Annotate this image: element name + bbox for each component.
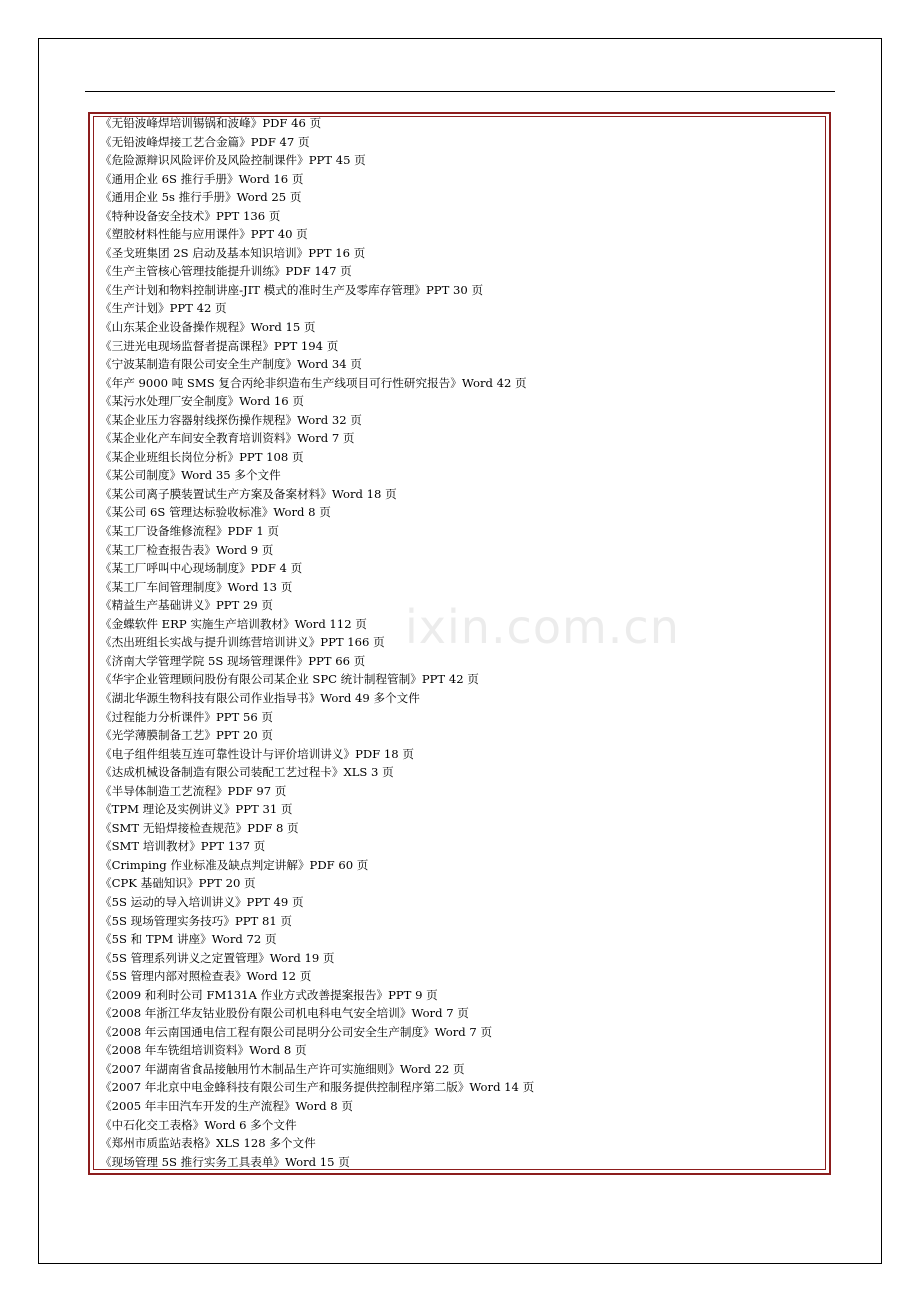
list-item: 《圣戈班集团 2S 启动及基本知识培训》PPT 16 页 [100, 245, 366, 260]
list-item: 《某企业班组长岗位分析》PPT 108 页 [100, 449, 304, 464]
list-item: 《通用企业 5s 推行手册》Word 25 页 [100, 190, 302, 205]
list-item: 《杰出班组长实战与提升训练营培训讲义》PPT 166 页 [100, 635, 385, 650]
list-item: 《通用企业 6S 推行手册》Word 16 页 [100, 171, 304, 186]
list-item: 《危险源辩识风险评价及风险控制课件》PPT 45 页 [100, 153, 366, 168]
list-item: 《无铅波峰焊培训锡锅和波峰》PDF 46 页 [100, 116, 322, 130]
list-item: 《塑胶材料性能与应用课件》PPT 40 页 [100, 227, 308, 242]
list-item: 《2005 年丰田汽车开发的生产流程》Word 8 页 [100, 1098, 353, 1113]
list-item: 《Crimping 作业标准及缺点判定讲解》PDF 60 页 [100, 857, 369, 872]
list-item: 《5S 现场管理实务技巧》PPT 81 页 [100, 913, 292, 928]
list-item: 《2008 年云南国通电信工程有限公司昆明分公司安全生产制度》Word 7 页 [100, 1024, 493, 1039]
list-item: 《TPM 理论及实例讲义》PPT 31 页 [100, 802, 293, 817]
list-item: 《某工厂车间管理制度》Word 13 页 [100, 579, 293, 594]
list-item: 《某污水处理厂安全制度》Word 16 页 [100, 394, 304, 409]
list-item: 《2008 年车铣组培训资料》Word 8 页 [100, 1043, 307, 1058]
list-item: 《无铅波峰焊接工艺合金篇》PDF 47 页 [100, 134, 310, 149]
list-item: 《过程能力分析课件》PPT 56 页 [100, 709, 273, 724]
list-item: 《山东某企业设备操作规程》Word 15 页 [100, 320, 316, 335]
header-rule [85, 91, 835, 92]
list-item: 《CPK 基础知识》PPT 20 页 [100, 876, 256, 891]
list-item: 《特种设备安全技术》PPT 136 页 [100, 208, 281, 223]
list-item: 《某工厂设备维修流程》PDF 1 页 [100, 524, 280, 539]
list-item: 《华宇企业管理顾问股份有限公司某企业 SPC 统计制程管制》PPT 42 页 [100, 672, 479, 687]
list-item: 《济南大学管理学院 5S 现场管理课件》PPT 66 页 [100, 653, 366, 668]
document-list [100, 114, 534, 1171]
list-item: 《中石化交工表格》Word 6 多个文件 [100, 1117, 297, 1132]
list-item: 《生产计划》PPT 42 页 [100, 301, 227, 316]
list-item: 《某企业压力容器射线探伤操作规程》Word 32 页 [100, 412, 362, 427]
list-item: 《某工厂检查报告表》Word 9 页 [100, 542, 274, 557]
list-item: 《某公司 6S 管理达标验收标准》Word 8 页 [100, 505, 331, 520]
list-item: 《2008 年浙江华友钴业股份有限公司机电科电气安全培训》Word 7 页 [100, 1006, 469, 1021]
list-item: 《精益生产基础讲义》PPT 29 页 [100, 598, 273, 613]
list-item: 《光学薄膜制备工艺》PPT 20 页 [100, 728, 273, 743]
list-item: 《湖北华源生物科技有限公司作业指导书》Word 49 多个文件 [100, 690, 420, 705]
watermark: ixin.com.cn [405, 600, 680, 654]
list-item: 《郑州市质监站表格》XLS 128 多个文件 [100, 1136, 316, 1151]
list-item: 《2007 年湖南省食品接触用竹木制品生产许可实施细则》Word 22 页 [100, 1061, 465, 1076]
list-item: 《半导体制造工艺流程》PDF 97 页 [100, 783, 287, 798]
list-item: 《某公司制度》Word 35 多个文件 [100, 468, 281, 483]
list-item: 《某工厂呼叫中心现场制度》PDF 4 页 [100, 561, 303, 576]
list-item: 《某企业化产车间安全教育培训资料》Word 7 页 [100, 431, 355, 446]
list-item: 《SMT 无铅焊接检查规范》PDF 8 页 [100, 820, 299, 835]
list-item: 《生产计划和物料控制讲座-JIT 模式的准时生产及零库存管理》PPT 30 页 [100, 282, 484, 297]
list-item: 《三进光电现场监督者提高课程》PPT 194 页 [100, 338, 339, 353]
list-item: 《2009 和利时公司 FM131A 作业方式改善提案报告》PPT 9 页 [100, 987, 438, 1002]
list-item: 《5S 管理内部对照检查表》Word 12 页 [100, 969, 312, 984]
list-item: 《某公司离子膜装置试生产方案及备案材料》Word 18 页 [100, 486, 397, 501]
list-item: 《SMT 培训教材》PPT 137 页 [100, 839, 266, 854]
list-item: 《5S 管理系列讲义之定置管理》Word 19 页 [100, 950, 335, 965]
list-item: 《年产 9000 吨 SMS 复合丙纶非织造布生产线项目可行性研究报告》Word 42 页 [100, 375, 527, 390]
list-item: 《宁波某制造有限公司安全生产制度》Word 34 页 [100, 357, 362, 372]
list-item: 《2007 年北京中电金蜂科技有限公司生产和服务提供控制程序第二版》Word 14 页 [100, 1080, 535, 1095]
list-item: 《电子组件组装互连可靠性设计与评价培训讲义》PDF 18 页 [100, 746, 414, 761]
list-item: 《达成机械设备制造有限公司装配工艺过程卡》XLS 3 页 [100, 765, 394, 780]
list-item: 《金蝶软件 ERP 实施生产培训教材》Word 112 页 [100, 616, 367, 631]
list-item: 《5S 运动的导入培训讲义》PPT 49 页 [100, 894, 304, 909]
list-item: 《现场管理 5S 推行实务工具表单》Word 15 页 [100, 1154, 350, 1169]
list-item: 《生产主管核心管理技能提升训练》PDF 147 页 [100, 264, 352, 279]
list-item: 《5S 和 TPM 讲座》Word 72 页 [100, 932, 277, 947]
